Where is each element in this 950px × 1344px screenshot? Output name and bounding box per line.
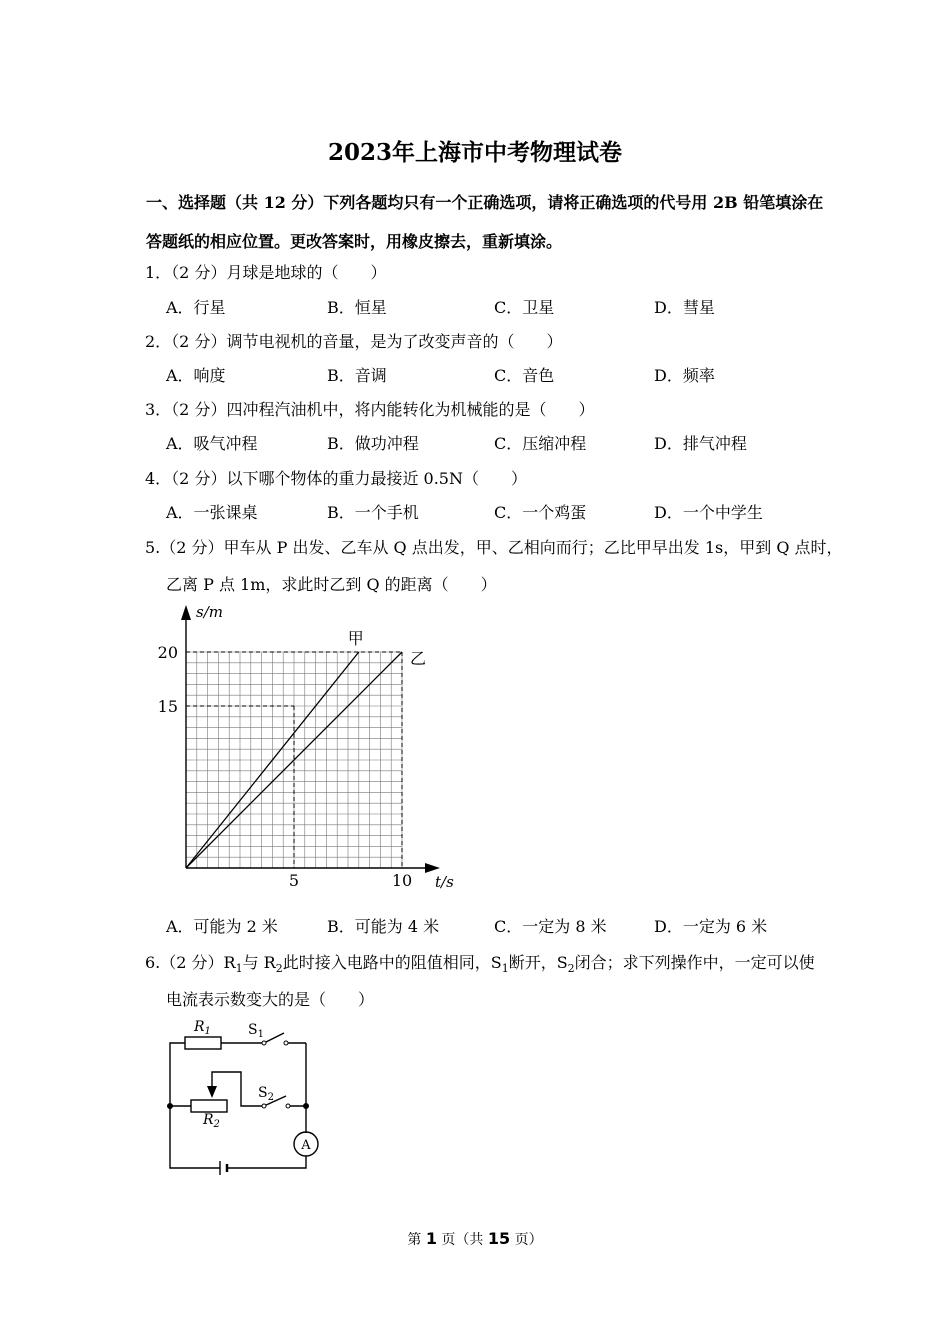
y-tick-label: 15 (157, 697, 178, 716)
question-1-option-d: D．彗星 (654, 298, 715, 317)
question-4-stem: 4．（2 分）以下哪个物体的重力最接近 0.5N（ ） (145, 469, 527, 488)
page-title: 2023年上海市中考物理试卷 (327, 139, 622, 166)
question-6-stem-line1: 6.（2 分）$R_1$与 $R_2$此时接入电路中的阻值相同，$S_1$断开，$S_2$闭合；求下列操作中，一定可以使 (145, 953, 815, 976)
question-3-stem: 3．（2 分）四冲程汽油机中，将内能转化为机械能的是（ ） (145, 400, 595, 419)
question-2-option-b: B．音调 (327, 366, 387, 385)
question-5-option-c: C．一定为 8 米 (494, 917, 607, 936)
question-4-option-b: B．一个手机 (327, 503, 419, 522)
y-axis-label: s/m (196, 603, 223, 621)
question-5-option-d: D．一定为 6 米 (654, 917, 768, 936)
question-2-stem: 2．（2 分）调节电视机的音量，是为了改变声音的（ ） (145, 332, 563, 351)
junction-left (167, 1103, 173, 1109)
junction-right (303, 1103, 309, 1109)
question-3-option-b: B．做功冲程 (327, 434, 419, 453)
r2-label: $R_2$ (203, 1112, 220, 1130)
r2-rheostat (191, 1100, 227, 1112)
x-tick-label: 10 (391, 871, 413, 890)
series-label-yi: 乙 (409, 649, 427, 668)
question-1-option-c: C．卫星 (494, 298, 555, 317)
s1-label: $S_1$ (248, 1022, 264, 1040)
r1-resistor (185, 1037, 221, 1049)
question-5-stem-line1: 5.（2 分）甲车从 P 出发、乙车从 Q 点出发，甲、乙相向而行；乙比甲早出发 1s，甲到 Q 点时， (145, 538, 843, 557)
question-3-option-a: A．吸气冲程 (166, 434, 258, 453)
s2-label: $S_2$ (258, 1085, 274, 1103)
x-tick-label: 5 (288, 871, 300, 890)
question-5-stem-line2: 乙离 P 点 1m，求此时乙到 Q 的距离（ ） (166, 575, 497, 594)
question-1-stem: 1．（2 分）月球是地球的（ ） (145, 263, 387, 282)
r1-label: $R_1$ (194, 1019, 211, 1037)
page-footer: 第 1 页（共 15 页） (407, 1229, 543, 1248)
ammeter-label: A (301, 1138, 311, 1153)
x-axis-label: t/s (435, 873, 454, 891)
question-2-option-d: D．频率 (654, 366, 715, 385)
question-5-option-b: B．可能为 4 米 (327, 917, 440, 936)
question-5-option-a: A．可能为 2 米 (166, 917, 278, 936)
section-instructions-line1: 一、选择题（共 12 分）下列各题均只有一个正确选项，请将正确选项的代号用 2B 铅笔填涂在 (146, 193, 824, 212)
section-instructions-line2: 答题纸的相应位置。更改答案时，用橡皮擦去，重新填涂。 (146, 232, 563, 251)
question-4-option-d: D．一个中学生 (654, 503, 763, 522)
y-tick-label: 20 (157, 643, 178, 662)
question-4-option-c: C．一个鸡蛋 (494, 503, 587, 522)
question-2-option-c: C．音色 (494, 366, 555, 385)
s1-switch-blade (264, 1033, 284, 1043)
question-1-option-b: B．恒星 (327, 298, 387, 317)
question-1-option-a: A．行星 (166, 298, 226, 317)
question-3-option-d: D．排气冲程 (654, 434, 747, 453)
series-label-jia: 甲 (347, 629, 364, 648)
question-6-stem-line2: 电流表示数变大的是（ ） (166, 990, 375, 1009)
question-3-option-c: C．压缩冲程 (494, 434, 587, 453)
rheostat-slider-arrow (207, 1086, 217, 1098)
question-4-option-a: A．一张课桌 (166, 503, 258, 522)
question-2-option-a: A．响度 (166, 366, 226, 385)
